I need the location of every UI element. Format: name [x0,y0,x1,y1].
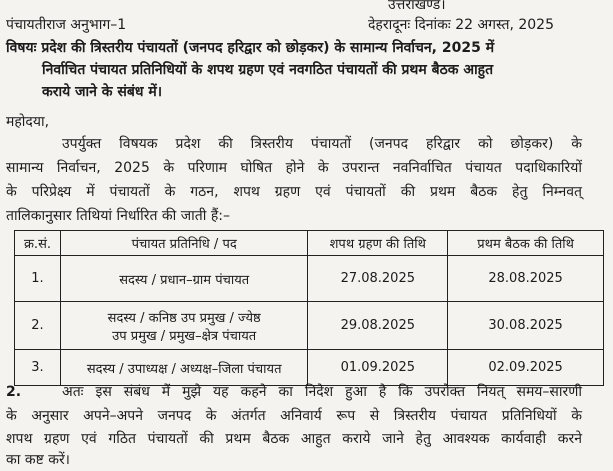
para1-line-2: सामान्य निर्वाचन, 2025 के परिणाम घोषित होने के उपरान्त नवनिर्वाचित पंचायत पदाधिकारियों [6,160,582,176]
header-post: पंचायत प्रतिनिधि / पद [60,231,307,256]
header-meeting-date: प्रथम बैठक की तिथि [448,231,604,256]
row-post [60,302,307,350]
state-line: उत्तराखण्ड। [388,0,446,13]
row-post-line-2: उप प्रमुख / प्रमुख–क्षेत्र पंचायत [112,328,257,344]
table-row [15,302,604,350]
header-serial: क्र.सं. [15,231,61,256]
row-post-line-1: सदस्य / कनिष्ठ उप प्रमुख / ज्येष्ठ [107,310,261,326]
row-serial: 1. [15,256,61,302]
salutation: महोदया, [6,114,50,130]
row-serial: 3. [15,350,61,386]
row-oath-date: 29.08.2025 [308,302,448,350]
row-meeting-date: 02.09.2025 [448,350,604,386]
para2-line-1: अतः इस संबंध में मुझे यह कहने का निदेश हुआ है कि उपरोक्त नियत् समय–सारणी [62,384,582,400]
table-row [15,256,604,302]
subject-line-2: निर्वाचित पंचायत प्रतिनिधियों के शपथ ग्रहण एवं नवगठित पंचायतों की प्रथम बैठक आहुत [42,62,494,78]
para1-line-4: तालिकानुसार तिथियां निर्धारित की जाती हैं:– [6,208,230,224]
row-meeting-date: 30.08.2025 [448,302,604,350]
header-oath-date: शपथ ग्रहण की तिथि [308,231,448,256]
subject-line-3: कराये जाने के संबंध में। [42,84,163,100]
date-line: देहरादूनः दिनांकः 22 अगस्त, 2025 [368,17,554,33]
row-oath-date: 01.09.2025 [308,350,448,386]
row-meeting-date: 28.08.2025 [448,256,604,302]
row-serial: 2. [15,302,61,350]
row-post: सदस्य / प्रधान–ग्राम पंचायत [60,256,307,302]
para2-line-3: शपथ ग्रहण एवं गठित पंचायतों की प्रथम बैठक आहुत कराये जाने हेतु आवश्यक कार्यवाही करने [6,431,582,447]
para1-line-1: उपर्युक्त विषयक प्रदेश की त्रिस्तरीय पंचायतों (जनपद हरिद्वार को छोड़कर) के [62,136,582,152]
para2-line-2: के अनुसार अपने–अपने जनपद के अंतर्गत अनिवार्य रूप से त्रिस्तरीय पंचायत प्रतिनिधियों के [6,408,582,424]
table-header-row [15,231,604,256]
dates-table [14,230,604,386]
row-post: सदस्य / उपाध्यक्ष / अध्यक्ष–जिला पंचायत [60,350,307,386]
department-label: पंचायतीराज अनुभाग–1 [6,17,127,33]
para1-line-3: के परिप्रेक्ष्य में पंचायतों के गठन, शपथ ग्रहण एवं पंचायतों की प्रथम बैठक हेतु निम्नवत् [6,184,582,200]
row-oath-date: 27.08.2025 [308,256,448,302]
para2-number: 2. [6,384,22,400]
subject-line-1: विषयः प्रदेश की त्रिस्तरीय पंचायतों (जनपद हरिद्वार को छोड़कर) के सामान्य निर्वाचन, 2025 में [6,40,495,56]
para2-line-4: का कष्ट करें। [6,452,70,468]
